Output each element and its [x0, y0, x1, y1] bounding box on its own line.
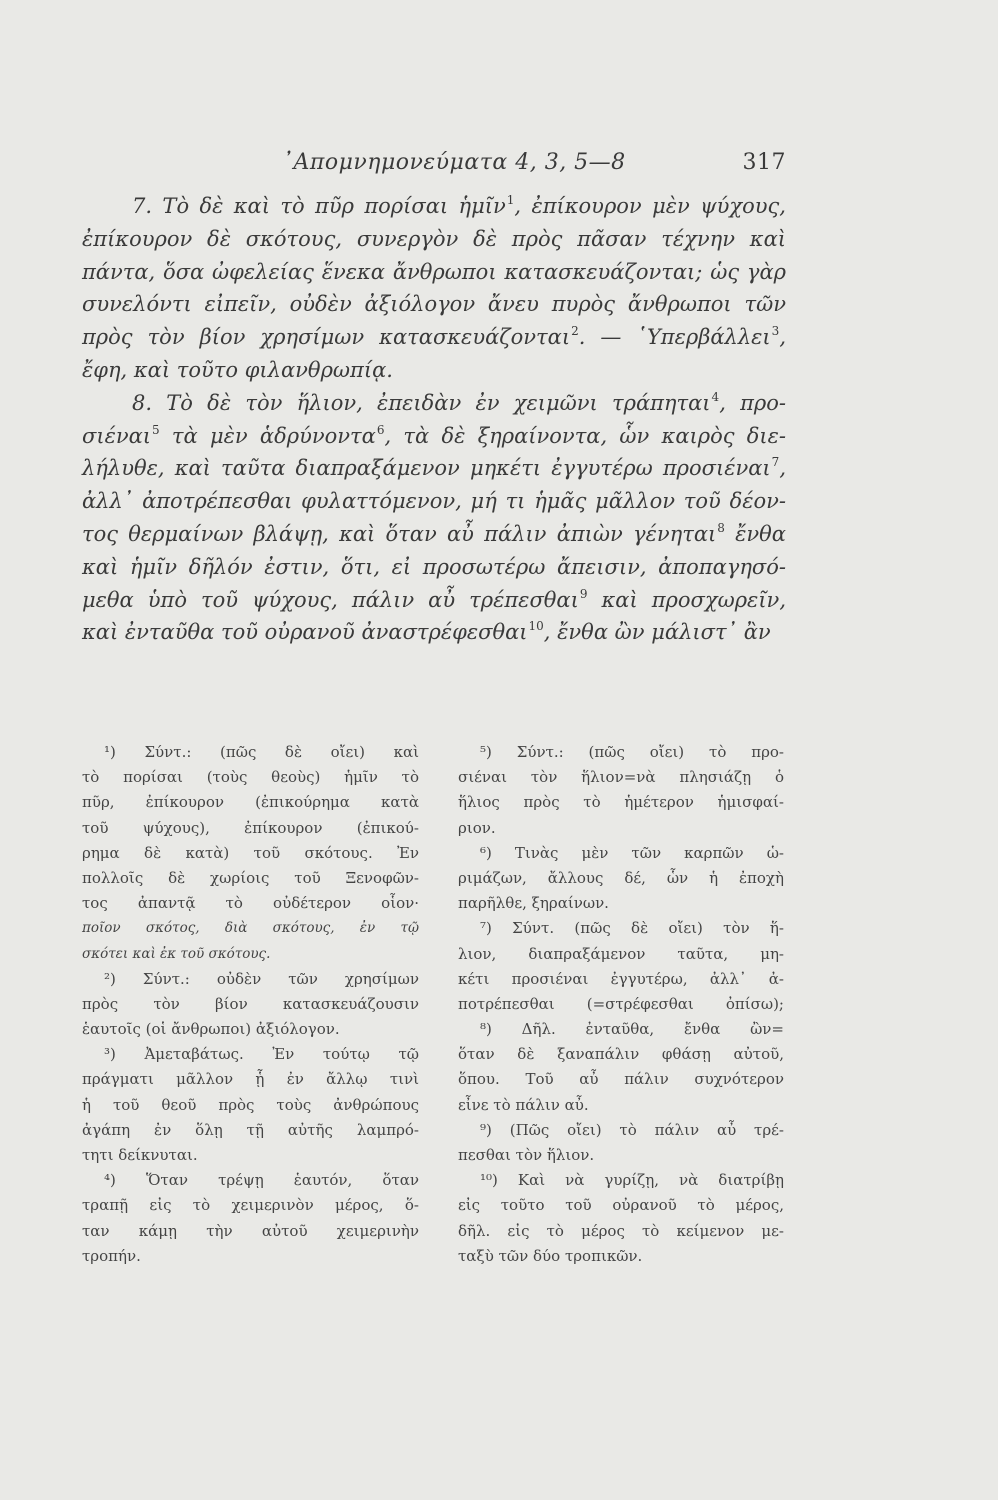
footnote-line: πρὸς τὸν βίον κατασκευάζουσιν [82, 994, 419, 1013]
footnote-line: ³) Ἀμεταβάτως. Ἐν τούτῳ τῷ [104, 1045, 419, 1064]
footnote-line: ἡ τοῦ θεοῦ πρὸς τοὺς ἀνθρώπους [82, 1095, 419, 1114]
footnote-line: ταξὺ τῶν δύο τροπικῶν. [458, 1246, 643, 1265]
footnote-line: σκότει καὶ ἐκ τοῦ σκότους. [82, 945, 271, 962]
footnote-line: ἥλιος πρὸς τὸ ἡμέτερον ἡμισφαί- [458, 793, 784, 812]
footnote-line: τροπήν. [82, 1246, 141, 1265]
footnote-mark: 5 [152, 422, 160, 437]
text-line: καὶ ἡμῖν δῆλόν ἐστιν, ὅτι, εἰ προσωτέρω ἄπεισιν, ἀποπαγησό- [82, 554, 786, 579]
text-line: καὶ ἐνταῦθα τοῦ οὐρανοῦ ἀναστρέφεσθαι$^{10}$, ἔνθα ὢν μάλιστ᾿ ἂν [82, 619, 771, 645]
footnote-line: τητι δείκνυται. [82, 1146, 198, 1164]
text-line: συνελόντι εἰπεῖν, οὐδὲν ἀξιόλογον ἄνευ πυρὸς ἄνθρωποι τῶν [82, 292, 786, 317]
footnote-mark: 4 [711, 389, 720, 404]
footnote-line: πεσθαι τὸν ἥλιον. [458, 1146, 595, 1164]
footnote-line: ὅταν δὲ ξαναπάλιν φθάσῃ αὐτοῦ, [458, 1045, 784, 1064]
footnote-line: ριμάζων, ἄλλους δέ, ὧν ἡ ἐποχὴ [458, 868, 784, 887]
footnote-mark: 10 [528, 619, 544, 634]
footnote-line: πῦρ, ἐπίκουρον (ἐπικούρημα κατὰ [82, 793, 419, 812]
text-line: μεθα ὑπὸ τοῦ ψύχους, πάλιν αὖ τρέπεσθαι$^9$ καὶ προσχωρεῖν, [82, 586, 786, 612]
text-line: 8. Τὸ δὲ τὸν ἥλιον, ἐπειδὰν ἐν χειμῶνι τράπηται$^4$, προ- [132, 389, 786, 415]
footnote-line: ὅπου. Τοῦ αὖ πάλιν συχνότερον [458, 1070, 784, 1089]
footnote-line: ⁴) Ὅταν τρέψῃ ἑαυτόν, ὅταν [104, 1171, 419, 1190]
text-line: ἐπίκουρον δὲ σκότους, συνεργὸν δὲ πρὸς πᾶσαν τέχνην καὶ [82, 226, 786, 251]
footnote-line: τραπῇ εἰς τὸ χειμερινὸν μέρος, ὅ- [82, 1196, 419, 1215]
footnote-line: ρημα δὲ κατὰ) τοῦ σκότους. Ἐν [82, 843, 419, 862]
text-line: ἔφη, καὶ τοῦτο φιλανθρωπίᾳ. [82, 357, 393, 382]
footnote-line: λιον, διαπραξάμενον ταῦτα, μη- [458, 944, 784, 963]
footnote-line: παρῆλθε, ξηραίνων. [458, 894, 609, 913]
footnote-line: ποτρέπεσθαι (=στρέφεσθαι ὀπίσω); [458, 994, 784, 1013]
footnotes-right-column [458, 740, 784, 1269]
footnotes-left-column [82, 740, 419, 1269]
footnote-line: ⁵) Σύντ.: (πῶς οἴει) τὸ προ- [480, 743, 784, 761]
footnote-line: ⁶) Τινὰς μὲν τῶν καρπῶν ὡ- [480, 843, 784, 862]
page-number: 317 [742, 150, 786, 175]
footnote-line: σιέναι τὸν ἥλιον=νὰ πλησιάζῃ ὁ [458, 768, 784, 787]
text-line: λήλυθε, καὶ ταῦτα διαπραξάμενον μηκέτι ἐγγυτέρω προσιέναι$^7$, [82, 455, 786, 481]
text-line: σιέναι$^5$ τὰ μὲν ἁδρύνοντα$^6$, τὰ δὲ ξηραίνοντα, ὧν καιρὸς διε- [82, 422, 786, 448]
footnote-line: ⁹) (Πῶς οἴει) τὸ πάλιν αὖ τρέ- [480, 1120, 784, 1139]
footnote-mark: 8 [717, 520, 725, 535]
text-line: πάντα, ὅσα ὠφελείας ἕνεκα ἄνθρωποι κατασκευάζονται; ὡς γὰρ [82, 259, 786, 284]
footnote-line: πολλοῖς δὲ χωρίοις τοῦ Ξενοφῶν- [82, 868, 419, 887]
footnote-line: ¹) Σύντ.: (πῶς δὲ οἴει) καὶ [104, 743, 419, 761]
footnote-line: εἶνε τὸ πάλιν αὖ. [458, 1095, 589, 1114]
footnote-mark: 2 [571, 324, 579, 339]
footnote-mark: 3 [771, 324, 780, 339]
footnote-line: τος ἀπαντᾷ τὸ οὐδέτερον οἷον· [82, 894, 419, 913]
running-title: ᾿Απομνημονεύματα 4, 3, 5—8 [282, 150, 626, 175]
footnote-line: ⁷) Σύντ. (πῶς δὲ οἴει) τὸν ἥ- [480, 919, 784, 938]
footnote-line: εἰς τοῦτο τοῦ οὐρανοῦ τὸ μέρος, [458, 1196, 784, 1215]
footnote-line: δῆλ. εἰς τὸ μέρος τὸ κείμενον με- [458, 1221, 784, 1240]
footnote-line: ἀγάπη ἐν ὅλῃ τῇ αὐτῆς λαμπρό- [82, 1120, 419, 1139]
footnote-line: πράγματι μᾶλλον ᾗ ἐν ἄλλῳ τινὶ [82, 1070, 419, 1089]
text-line: ἀλλ᾿ ἀποτρέπεσθαι φυλαττόμενον, μή τι ἡμᾶς μᾶλλον τοῦ δέον- [82, 489, 786, 514]
text-line: πρὸς τὸν βίον χρησίμων κατασκευάζονται$^2$. — ῾Υπερβάλλει$^3$, [82, 324, 786, 350]
footnote-line: ¹⁰) Καὶ νὰ γυρίζῃ, νὰ διατρίβῃ [480, 1171, 784, 1190]
footnote-line: κέτι προσιέναι ἐγγυτέρω, ἀλλ᾿ ἀ- [458, 969, 784, 988]
main-text [82, 190, 786, 649]
footnote-mark: 1 [506, 193, 515, 207]
footnote-line: ²) Σύντ.: οὐδὲν τῶν χρησίμων [104, 969, 419, 988]
footnote-line: ποῖον σκότος, διὰ σκότους, ἐν τῷ [82, 920, 419, 937]
footnote-line: ἑαυτοῖς (οἱ ἄνθρωποι) ἀξιόλογον. [82, 1020, 340, 1039]
footnote-line: τοῦ ψύχους), ἐπίκουρον (ἐπικού- [82, 818, 419, 837]
footnote-line: ταν κάμῃ τὴν αὐτοῦ χειμερινὴν [82, 1221, 419, 1240]
footnote-mark: 6 [376, 422, 385, 437]
footnote-mark: 7 [771, 455, 780, 470]
footnote-mark: 9 [579, 586, 588, 601]
text-line: 7. Τὸ δὲ καὶ τὸ πῦρ πορίσαι ἡμῖν$^1$, ἐπίκουρον μὲν ψύχους, [132, 193, 786, 218]
text-line: τος θερμαίνων βλάψῃ, καὶ ὅταν αὖ πάλιν ἀπιὼν γένηται$^8$ ἔνθα [82, 520, 786, 546]
footnote-line: τὸ πορίσαι (τοὺς θεοὺς) ἡμῖν τὸ [82, 768, 419, 787]
footnote-line: ριον. [458, 818, 496, 837]
footnote-line: ⁸) Δῆλ. ἐνταῦθα, ἔνθα ὢν= [480, 1020, 784, 1039]
